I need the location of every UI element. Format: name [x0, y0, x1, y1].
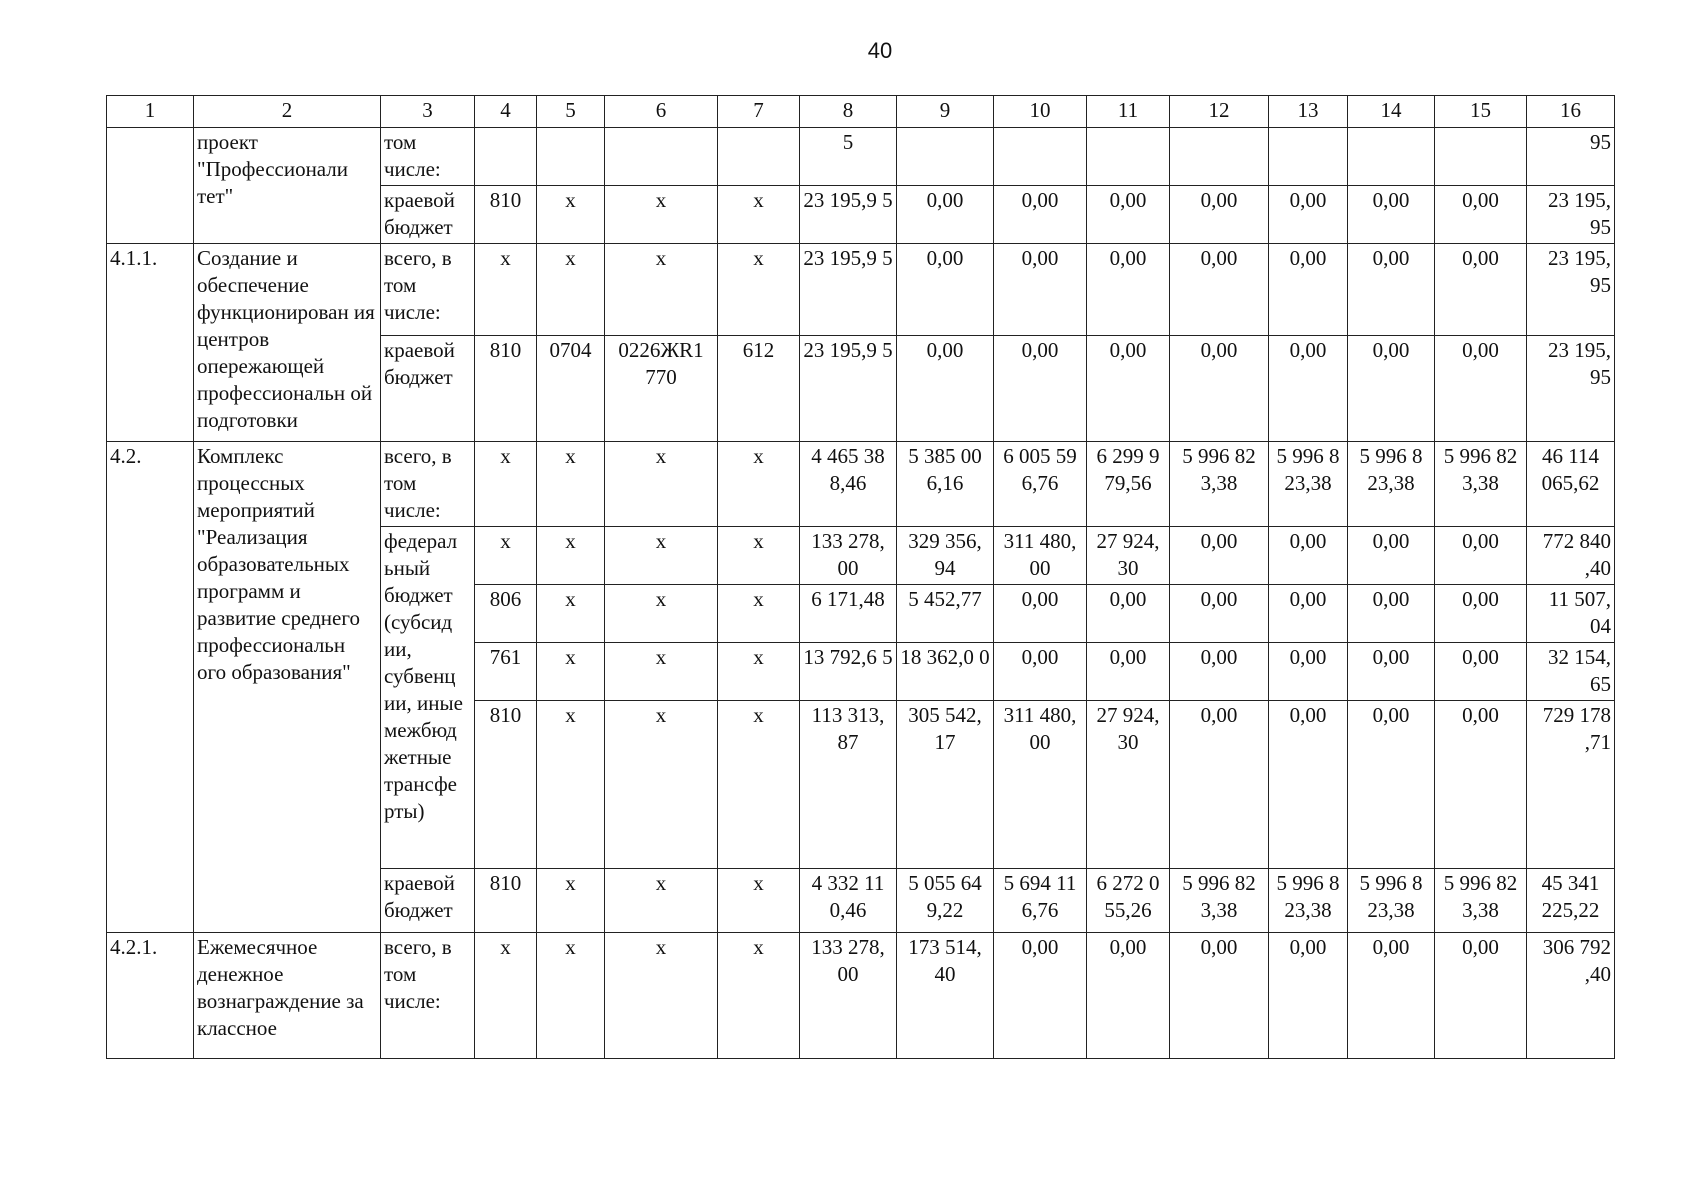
header-cell: 12	[1170, 96, 1269, 128]
table-cell: х	[605, 701, 718, 869]
table-cell: 311 480, 00	[994, 701, 1087, 869]
table-cell: х	[475, 244, 537, 336]
table-cell: х	[475, 442, 537, 527]
table-cell: 0,00	[1087, 933, 1170, 1059]
row-name-cell: Создание и обеспечение функционирован ия центров опережающей профессиональн ой подготовки	[194, 244, 381, 442]
table-cell: 761	[475, 643, 537, 701]
table-cell: 0,00	[1435, 527, 1527, 585]
table-cell: 6 272 0 55,26	[1087, 869, 1170, 933]
table-cell: х	[537, 527, 605, 585]
table-cell: х	[537, 701, 605, 869]
table-cell: 6 299 9 79,56	[1087, 442, 1170, 527]
table-cell	[1435, 128, 1527, 186]
table-cell: 0,00	[1087, 336, 1170, 442]
table-cell: 0,00	[1269, 244, 1348, 336]
table-cell: 46 114 065,62	[1527, 442, 1615, 527]
table-cell: 0,00	[1348, 643, 1435, 701]
table-cell: х	[718, 869, 800, 933]
table-cell	[537, 128, 605, 186]
page-number: 40	[867, 38, 893, 63]
source-cell: всего, в том числе:	[381, 933, 475, 1059]
table-cell	[1348, 128, 1435, 186]
table-cell: 5 385 00 6,16	[897, 442, 994, 527]
table-cell: 13 792,6 5	[800, 643, 897, 701]
table-cell: х	[718, 701, 800, 869]
table-cell: 810	[475, 186, 537, 244]
table-cell: 27 924, 30	[1087, 701, 1170, 869]
table-cell: 810	[475, 869, 537, 933]
table-cell: х	[718, 442, 800, 527]
table-cell: 806	[475, 585, 537, 643]
table-cell: 0,00	[897, 336, 994, 442]
table-cell: 0,00	[1087, 244, 1170, 336]
table-cell: 0,00	[1435, 186, 1527, 244]
source-cell: краевой бюджет	[381, 186, 475, 244]
table-cell: 0,00	[1087, 585, 1170, 643]
table-cell: х	[537, 186, 605, 244]
table-cell: 0,00	[994, 933, 1087, 1059]
table-cell: 0226ЖR1 770	[605, 336, 718, 442]
table-cell: 23 195, 95	[1527, 244, 1615, 336]
table-cell: 0,00	[897, 244, 994, 336]
table-cell: 0,00	[1348, 585, 1435, 643]
table-cell: 0,00	[1435, 585, 1527, 643]
table-cell: 5 996 8 23,38	[1269, 869, 1348, 933]
table-cell: 5 996 8 23,38	[1348, 442, 1435, 527]
table-cell: х	[475, 933, 537, 1059]
table-cell: 729 178 ,71	[1527, 701, 1615, 869]
table-cell: х	[537, 643, 605, 701]
table-cell: 23 195,9 5	[800, 336, 897, 442]
table-cell: 5 996 82 3,38	[1435, 869, 1527, 933]
table-cell: 5 996 82 3,38	[1170, 869, 1269, 933]
table-cell: х	[718, 933, 800, 1059]
header-cell: 8	[800, 96, 897, 128]
table-cell: 23 195,9 5	[800, 186, 897, 244]
table-cell: 0,00	[1170, 585, 1269, 643]
table-cell: 4 332 11 0,46	[800, 869, 897, 933]
table-cell: х	[718, 186, 800, 244]
table-cell: 0,00	[1170, 933, 1269, 1059]
table-cell: 45 341 225,22	[1527, 869, 1615, 933]
table-cell: 5 694 11 6,76	[994, 869, 1087, 933]
table-cell: х	[537, 442, 605, 527]
table-cell: 306 792 ,40	[1527, 933, 1615, 1059]
row-number-cell: 4.2.	[107, 442, 194, 933]
table-cell: 0,00	[1348, 527, 1435, 585]
table-cell: 23 195,9 5	[800, 244, 897, 336]
table-cell: 772 840 ,40	[1527, 527, 1615, 585]
table-cell: 810	[475, 336, 537, 442]
table-cell: х	[605, 933, 718, 1059]
table-row	[107, 128, 1615, 186]
table-cell: 0,00	[897, 186, 994, 244]
table-cell: 173 514, 40	[897, 933, 994, 1059]
header-cell: 1	[107, 96, 194, 128]
table-cell: 0,00	[1170, 643, 1269, 701]
table-cell: 0,00	[1435, 933, 1527, 1059]
table-cell: 133 278, 00	[800, 527, 897, 585]
header-cell: 3	[381, 96, 475, 128]
table-cell	[605, 128, 718, 186]
table-cell: 113 313, 87	[800, 701, 897, 869]
table-cell: 0,00	[1170, 527, 1269, 585]
table-cell: 5 996 8 23,38	[1269, 442, 1348, 527]
table-header-row	[107, 96, 1615, 128]
table-cell	[897, 128, 994, 186]
header-cell: 6	[605, 96, 718, 128]
header-cell: 10	[994, 96, 1087, 128]
table-cell: 0,00	[1170, 244, 1269, 336]
table-cell: 0,00	[1348, 933, 1435, 1059]
header-cell: 7	[718, 96, 800, 128]
table-cell: 0,00	[1269, 643, 1348, 701]
table-cell: х	[605, 244, 718, 336]
table-cell: х	[537, 244, 605, 336]
table-cell: х	[537, 585, 605, 643]
table-cell: 0,00	[1269, 585, 1348, 643]
table-cell: х	[605, 643, 718, 701]
budget-table	[106, 95, 1615, 1059]
table-cell: 0,00	[1348, 701, 1435, 869]
table-cell: 0,00	[994, 585, 1087, 643]
table-cell: 0,00	[1269, 701, 1348, 869]
table-cell: 0,00	[1269, 186, 1348, 244]
table-cell: х	[605, 186, 718, 244]
table-cell: 0,00	[1348, 244, 1435, 336]
table-cell: 0,00	[1087, 186, 1170, 244]
table-cell: х	[718, 527, 800, 585]
table-row	[107, 933, 1615, 1059]
table-cell: 329 356, 94	[897, 527, 994, 585]
table-cell: 0,00	[1170, 186, 1269, 244]
row-number-cell: 4.1.1.	[107, 244, 194, 442]
table-row	[107, 244, 1615, 336]
header-cell: 2	[194, 96, 381, 128]
table-cell: 23 195, 95	[1527, 336, 1615, 442]
table-cell: 0,00	[1435, 336, 1527, 442]
table-cell: 11 507, 04	[1527, 585, 1615, 643]
table-cell: х	[718, 585, 800, 643]
table-cell	[1269, 128, 1348, 186]
table-cell: 5 055 64 9,22	[897, 869, 994, 933]
table-cell: 23 195, 95	[1527, 186, 1615, 244]
table-cell: 27 924, 30	[1087, 527, 1170, 585]
source-cell: всего, в том числе:	[381, 442, 475, 527]
table-cell: 0,00	[1087, 643, 1170, 701]
header-cell: 4	[475, 96, 537, 128]
table-cell: 0,00	[1348, 336, 1435, 442]
table-cell: 0,00	[994, 643, 1087, 701]
header-cell: 15	[1435, 96, 1527, 128]
table-cell: 612	[718, 336, 800, 442]
table-cell: 0,00	[1269, 336, 1348, 442]
header-cell: 14	[1348, 96, 1435, 128]
row-name-cell: Ежемесячное денежное вознаграждение за классное	[194, 933, 381, 1059]
row-name-cell: проект "Профессионали тет"	[194, 128, 381, 244]
table-cell: 5 996 82 3,38	[1435, 442, 1527, 527]
table-cell: х	[605, 869, 718, 933]
table-cell: х	[605, 527, 718, 585]
table-cell: 5 996 82 3,38	[1170, 442, 1269, 527]
table-cell: 810	[475, 701, 537, 869]
table-cell: 0,00	[1348, 186, 1435, 244]
table-cell: 5 996 8 23,38	[1348, 869, 1435, 933]
table-cell: 305 542, 17	[897, 701, 994, 869]
table-cell: 0,00	[1269, 527, 1348, 585]
header-cell: 13	[1269, 96, 1348, 128]
header-cell: 5	[537, 96, 605, 128]
table-cell: х	[537, 869, 605, 933]
table-cell: 4 465 38 8,46	[800, 442, 897, 527]
table-cell	[1170, 128, 1269, 186]
table-cell: 6 005 59 6,76	[994, 442, 1087, 527]
source-cell: краевой бюджет	[381, 336, 475, 442]
table-cell: 5 452,77	[897, 585, 994, 643]
table-cell: 95	[1527, 128, 1615, 186]
table-cell: х	[475, 527, 537, 585]
table-cell: 6 171,48	[800, 585, 897, 643]
table-cell: х	[537, 933, 605, 1059]
table-row	[107, 442, 1615, 527]
table-cell: 133 278, 00	[800, 933, 897, 1059]
table-cell: 0,00	[1435, 701, 1527, 869]
table-cell: х	[718, 643, 800, 701]
table-cell: 0,00	[994, 186, 1087, 244]
table-cell	[718, 128, 800, 186]
row-number-cell: 4.2.1.	[107, 933, 194, 1059]
table-cell: 0,00	[1435, 643, 1527, 701]
table-cell: 0,00	[1170, 336, 1269, 442]
table-cell: 311 480, 00	[994, 527, 1087, 585]
table-cell	[475, 128, 537, 186]
table-cell: х	[605, 442, 718, 527]
table-cell: 0,00	[1269, 933, 1348, 1059]
table-cell: 0,00	[994, 336, 1087, 442]
table-cell: 0,00	[994, 244, 1087, 336]
source-cell: краевой бюджет	[381, 869, 475, 933]
table-cell: 32 154, 65	[1527, 643, 1615, 701]
header-cell: 9	[897, 96, 994, 128]
source-cell: федерал ьный бюджет (субсид ии, субвенц ии, иные межбюд жетные трансфе рты)	[381, 527, 475, 869]
header-cell: 16	[1527, 96, 1615, 128]
header-cell: 11	[1087, 96, 1170, 128]
table-cell: 18 362,0 0	[897, 643, 994, 701]
table-cell: 0,00	[1435, 244, 1527, 336]
row-name-cell: Комплекс процессных мероприятий "Реализация образовательных программ и развитие среднего профессиональн ого образования"	[194, 442, 381, 933]
table-cell: 5	[800, 128, 897, 186]
table-cell	[994, 128, 1087, 186]
table-cell	[1087, 128, 1170, 186]
source-cell: всего, в том числе:	[381, 244, 475, 336]
source-cell: том числе:	[381, 128, 475, 186]
table-cell: х	[605, 585, 718, 643]
table-cell: х	[718, 244, 800, 336]
table-cell: 0,00	[1170, 701, 1269, 869]
row-number-cell	[107, 128, 194, 244]
table-cell: 0704	[537, 336, 605, 442]
